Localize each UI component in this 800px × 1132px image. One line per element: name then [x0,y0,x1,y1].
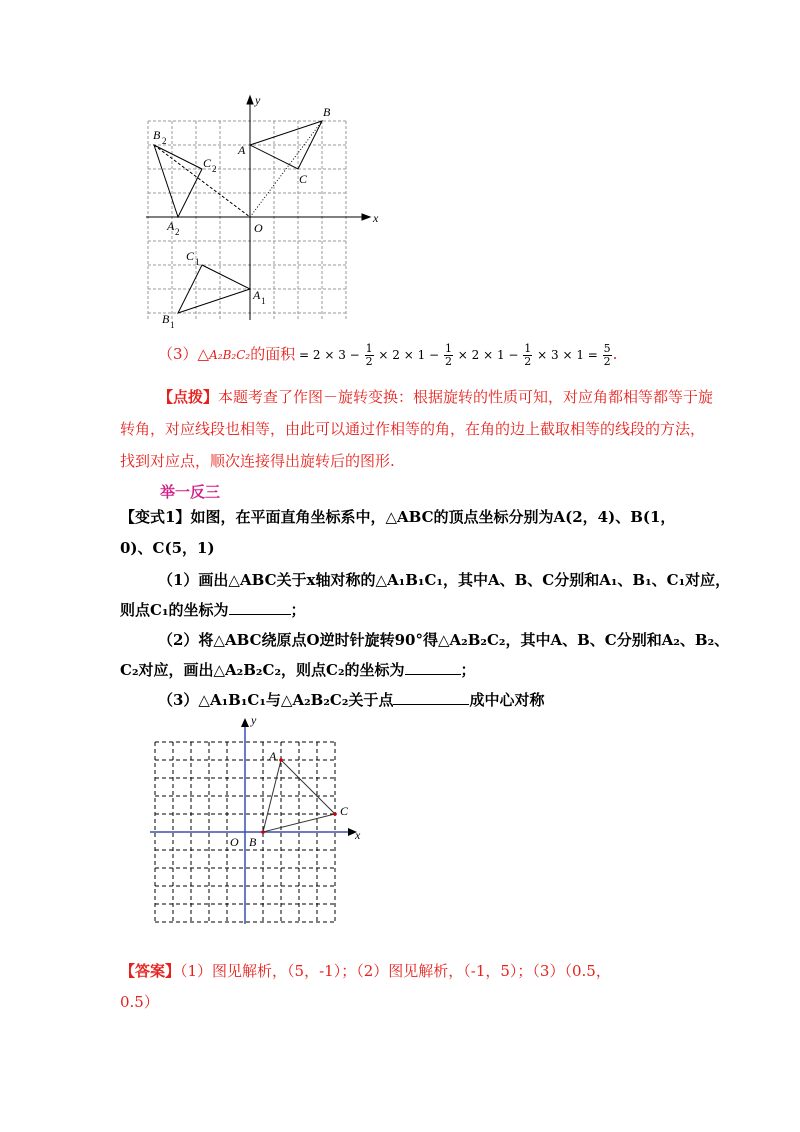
expr-part-4: × 3 × 1 = [537,348,598,362]
fraction-half-2: $\frac{1}{2}$ [444,342,452,368]
x-axis-label-2: x [355,828,361,842]
question-2-line-2 [120,659,476,681]
fraction-half-1: $\frac{1}{2}$ [365,342,373,368]
point-B2-subscript: 2 [162,136,167,146]
point-B-label-2: B [249,835,257,849]
point-C-label: C [299,172,308,186]
problem-text-1: 如图，在平面直角坐标系中，△ABC的顶点坐标分别为A(2，4)、B(1， [190,508,676,526]
expr-part-2: × 2 × 1 − [378,348,440,362]
figure-2-labels [230,713,361,849]
expr-part-1: = 2 × 3 − [299,348,360,362]
tip-label: 【点拨】 [158,388,219,406]
answer-blank-1[interactable] [229,600,291,615]
tip-text-1: 本题考查了作图－旋转变换：根据旋转的性质可知，对应角都相等都等于旋 [218,388,714,406]
tip-line-1 [158,386,713,408]
figure-1-coordinate-grid [140,92,385,332]
triangle-A2B2C2 [154,145,202,217]
answer-line-1 [120,960,611,982]
figure-2-axes [150,718,357,924]
y-axis-label: y [255,93,261,107]
point-A1-subscript: 1 [261,296,266,306]
point-B1-label: B [162,312,170,326]
fraction-half-3: $\frac{1}{2}$ [524,342,532,368]
area-formula-line [158,343,617,368]
question-1-end: ； [290,601,306,619]
y-axis-label-2: y [251,713,257,727]
section-title: 举一反三 [160,483,221,501]
answer-blank-2[interactable] [405,660,461,675]
question-1-line-2 [120,599,306,621]
point-C1-label: C [186,249,195,263]
tip-line-3: 找到对应点，顺次连接得出旋转后的图形. [120,452,395,470]
point-B2-label: B [153,128,161,142]
point-C2-label: C [203,156,212,170]
point-B1-subscript: 1 [170,320,175,330]
point-A2-subscript: 2 [175,227,180,237]
triangle-name: A₂B₂C₂ [209,348,251,362]
point-C2-subscript: 2 [212,164,217,174]
question-3-line [158,689,544,711]
figure-2-coordinate-grid [145,712,370,934]
question-3-end: 成中心对称 [469,691,545,709]
origin-label: O [254,221,263,235]
point-A-label: A [238,143,246,157]
question-3-text: （3）△A₁B₁C₁与△A₂B₂C₂关于点 [158,691,394,709]
x-axis-label: x [373,211,379,225]
question-2-line-1: （2）将△ABC绕原点O逆时针旋转90°得△A₂B₂C₂，其中A、B、C分别和A₂、B₂、 [158,631,730,649]
point-B-label: B [323,105,331,119]
figure-1-axes [146,96,370,320]
point-C-label-2: C [340,804,349,818]
period: . [612,345,618,363]
problem-line-2: 0)、C(5，1) [120,539,215,557]
triangle-symbol: △ [197,345,210,363]
part3-prefix: （3） [158,345,198,363]
problem-label: 【变式1】 [120,508,191,526]
question-1-text: 则点C₁的坐标为 [120,601,229,619]
question-2-text: C₂对应，画出△A₂B₂C₂，则点C₂的坐标为 [120,661,405,679]
fraction-result: $\frac{5}{2}$ [603,342,611,368]
origin-label-2: O [230,835,239,849]
question-2-end: ； [460,661,476,679]
answer-blank-3[interactable] [393,690,469,705]
point-A1-label: A [253,288,261,302]
point-A2-label: A [167,219,175,233]
problem-line-1 [120,506,675,528]
point-A-label-2: A [269,749,277,763]
tip-line-2: 转角，对应线段也相等，由此可以通过作相等的角，在角的边上截取相等的线段的方法， [120,420,706,438]
figure-1-grid-lines [148,121,346,319]
point-C1-subscript: 1 [195,257,200,267]
answer-text-1: （1）图见解析，（5，-1）；（2）图见解析，（-1，5）；（3）（0.5， [180,962,611,980]
area-label: 的面积 [250,345,296,363]
expr-part-3: × 2 × 1 − [457,348,519,362]
answer-line-2: 0.5） [120,993,159,1011]
question-1-line-1: （1）画出△ABC关于x轴对称的△A₁B₁C₁，其中A、B、C分别和A₁、B₁、C₁对应， [158,571,731,589]
answer-label: 【答案】 [120,962,181,980]
